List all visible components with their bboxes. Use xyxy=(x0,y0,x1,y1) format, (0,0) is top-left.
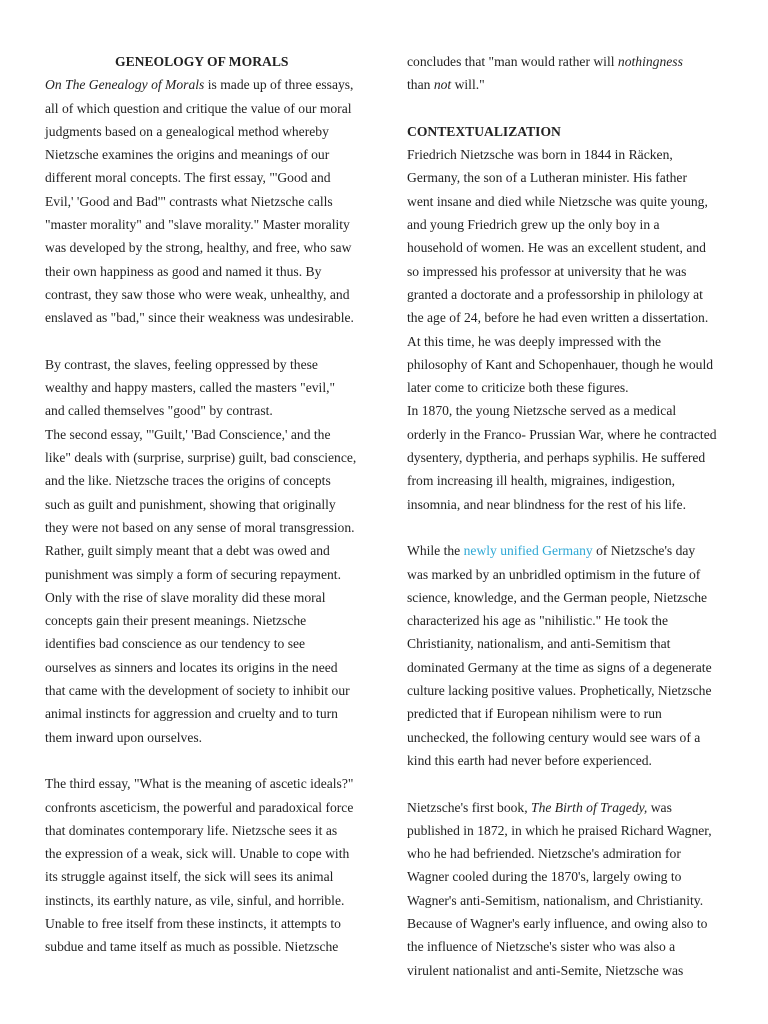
intro-paragraph xyxy=(45,73,367,329)
paragraph-line: later come to criticize both these figures. xyxy=(407,380,629,396)
paragraph-line: By contrast, the slaves, feeling oppressed by these xyxy=(45,356,318,372)
paragraph-line: and called themselves "good" by contrast. xyxy=(45,403,273,419)
paragraph-line: they were not based on any sense of moral transgression. xyxy=(45,519,355,535)
paragraph-line: such as guilt and punishment, showing that originally xyxy=(45,496,336,512)
paragraph-line: their own happiness as good and named it thus. By xyxy=(45,263,322,279)
paragraph-line: In 1870, the young Nietzsche served as a medical xyxy=(407,403,677,419)
paragraph-line: who he had befriended. Nietzsche's admiration for xyxy=(407,846,681,862)
paragraph-line: culture lacking positive values. Prophetically, Nietzsche xyxy=(407,683,712,699)
paragraph-spacer xyxy=(45,330,367,353)
paragraph-line: household of women. He was an excellent student, and xyxy=(407,240,706,256)
paragraph-line: animal instincts for aggression and cruelty and to turn xyxy=(45,706,338,722)
paragraph-line: characterized his age as "nihilistic." He took the xyxy=(407,613,668,629)
paragraph-line: Only with the rise of slave morality did these moral xyxy=(45,589,326,605)
continued-paragraph xyxy=(407,50,725,97)
paragraph-line: Evil,' 'Good and Bad'" contrasts what Nietzsche calls xyxy=(45,193,333,209)
paragraph-line: judgments based on a genealogical method whereby xyxy=(45,123,329,139)
paragraph-line: the expression of a weak, sick will. Unable to cope with xyxy=(45,846,350,862)
paragraph-line: Rather, guilt simply meant that a debt was owed and xyxy=(45,543,330,559)
paragraph-line: subdue and tame itself as much as possible. Nietzsche xyxy=(45,939,339,955)
paragraph-line: confronts asceticism, the powerful and paradoxical force xyxy=(45,799,354,815)
paragraph-line: identifies bad conscience as our tendency to see xyxy=(45,636,306,652)
paragraph-line: Christianity, nationalism, and anti-Semitism that xyxy=(407,636,671,652)
paragraph-line: concepts gain their present meanings. Nietzsche xyxy=(45,613,307,629)
paragraph-line: contrast, they saw those who were weak, unhealthy, and xyxy=(45,286,350,302)
paragraph-line: On The Genealogy of Morals is made up of three essays, xyxy=(45,77,354,93)
second-essay-paragraph xyxy=(45,353,367,749)
paragraph-line: granted a doctorate and a professorship in philology at xyxy=(407,286,703,302)
paragraph-line: "master morality" and "slave morality." Master morality xyxy=(45,217,350,233)
paragraph-line: was developed by the strong, healthy, and free, who saw xyxy=(45,240,352,256)
paragraph-line: instincts, its earthly nature, as vile, sinful, and horrible. xyxy=(45,892,345,908)
paragraph-line: Nietzsche examines the origins and meanings of our xyxy=(45,147,330,163)
book-title: On The Genealogy of Morals xyxy=(45,77,205,93)
paragraph-line: Unable to free itself from these instincts, it attempts to xyxy=(45,915,341,931)
paragraph-line: dominated Germany at the time as signs of a degenerate xyxy=(407,659,712,675)
paragraph-line: The second essay, "'Guilt,' 'Bad Conscience,' and the xyxy=(45,426,331,442)
paragraph-line: Wagner cooled during the 1870's, largely owing to xyxy=(407,869,682,885)
paragraph-spacer xyxy=(407,516,725,539)
paragraph-line: Nietzsche's first book, The Birth of Tragedy, was xyxy=(407,799,672,815)
paragraph-line: punishment was simply a form of securing repayment. xyxy=(45,566,341,582)
paragraph-line: and young Friedrich grew up the only boy in a xyxy=(407,217,660,233)
wagner-paragraph xyxy=(407,796,725,982)
paragraph-line: Wagner's anti-Semitism, nationalism, and Christianity. xyxy=(407,892,704,908)
paragraph-spacer xyxy=(407,772,725,795)
paragraph-line: like" deals with (surprise, surprise) guilt, bad conscience, xyxy=(45,450,357,466)
paragraph-spacer xyxy=(407,97,725,120)
paragraph-line: insomnia, and near blindness for the rest of his life. xyxy=(407,496,686,512)
paragraph-line: different moral concepts. The first essay, "'Good and xyxy=(45,170,331,186)
paragraph-line: science, knowledge, and the German people, Nietzsche xyxy=(407,589,708,605)
paragraph-line: the influence of Nietzsche's sister who was also a xyxy=(407,939,676,955)
paragraph-line: published in 1872, in which he praised Richard Wagner, xyxy=(407,822,712,838)
section-heading: CONTEXTUALIZATION xyxy=(407,123,561,139)
paragraph-line: ourselves as sinners and locates its origins in the need xyxy=(45,659,338,675)
paragraph-line: enslaved as "bad," since their weakness was undesirable. xyxy=(45,310,354,326)
left-column xyxy=(45,50,367,959)
newly-unified-germany-link[interactable]: newly unified Germany xyxy=(463,543,593,559)
paragraph-line: than not will." xyxy=(407,77,485,93)
paragraph-line: concludes that "man would rather will nothingness xyxy=(407,54,683,69)
book-title: The Birth of Tragedy, xyxy=(531,799,648,815)
paragraph-line: kind this earth had never before experienced. xyxy=(407,752,652,768)
paragraph-line: philosophy of Kant and Schopenhauer, though he would xyxy=(407,356,714,372)
paragraph-line: At this time, he was deeply impressed with the xyxy=(407,333,662,349)
biography-paragraph xyxy=(407,143,725,516)
paragraph-line: virulent nationalist and anti-Semite, Nietzsche was xyxy=(407,962,684,978)
paragraph-line: While the newly unified Germany of Nietzsche's day xyxy=(407,543,696,559)
paragraph-line: its struggle against itself, the sick will sees its animal xyxy=(45,869,334,885)
paragraph-line: and the like. Nietzsche traces the origins of concepts xyxy=(45,473,331,489)
paragraph-line: predicted that if European nihilism were to run xyxy=(407,706,662,722)
paragraph-line: dysentery, dyptheria, and perhaps syphilis. He suffered xyxy=(407,450,706,466)
paragraph-spacer xyxy=(45,749,367,772)
paragraph-line: The third essay, "What is the meaning of ascetic ideals?" xyxy=(45,776,354,792)
paragraph-line: all of which question and critique the value of our moral xyxy=(45,100,352,116)
paragraph-line: that came with the development of society to inhibit our xyxy=(45,683,350,699)
paragraph-line: that dominates contemporary life. Nietzsche sees it as xyxy=(45,822,338,838)
paragraph-line: was marked by an unbridled optimism in the future of xyxy=(407,566,701,582)
paragraph-line: the age of 24, before he had even written a dissertation. xyxy=(407,310,709,326)
nihilism-paragraph xyxy=(407,539,725,772)
paragraph-line: went insane and died while Nietzsche was quite young, xyxy=(407,193,708,209)
paragraph-line: so impressed his professor at university that he was xyxy=(407,263,687,279)
document-title: GENEOLOGY OF MORALS xyxy=(115,54,289,69)
paragraph-line: Because of Wagner's early influence, and owing also to xyxy=(407,915,708,931)
right-column xyxy=(407,50,725,982)
paragraph-line: Friedrich Nietzsche was born in 1844 in Räcken, xyxy=(407,147,673,163)
paragraph-line: from increasing ill health, migraines, indigestion, xyxy=(407,473,676,489)
third-essay-paragraph xyxy=(45,772,367,958)
paragraph-line: them inward upon ourselves. xyxy=(45,729,203,745)
paragraph-line: unchecked, the following century would see wars of a xyxy=(407,729,701,745)
paragraph-line: Germany, the son of a Lutheran minister. His father xyxy=(407,170,687,186)
paragraph-line: orderly in the Franco- Prussian War, where he contracted xyxy=(407,426,717,442)
paragraph-line: wealthy and happy masters, called the masters "evil," xyxy=(45,380,336,396)
